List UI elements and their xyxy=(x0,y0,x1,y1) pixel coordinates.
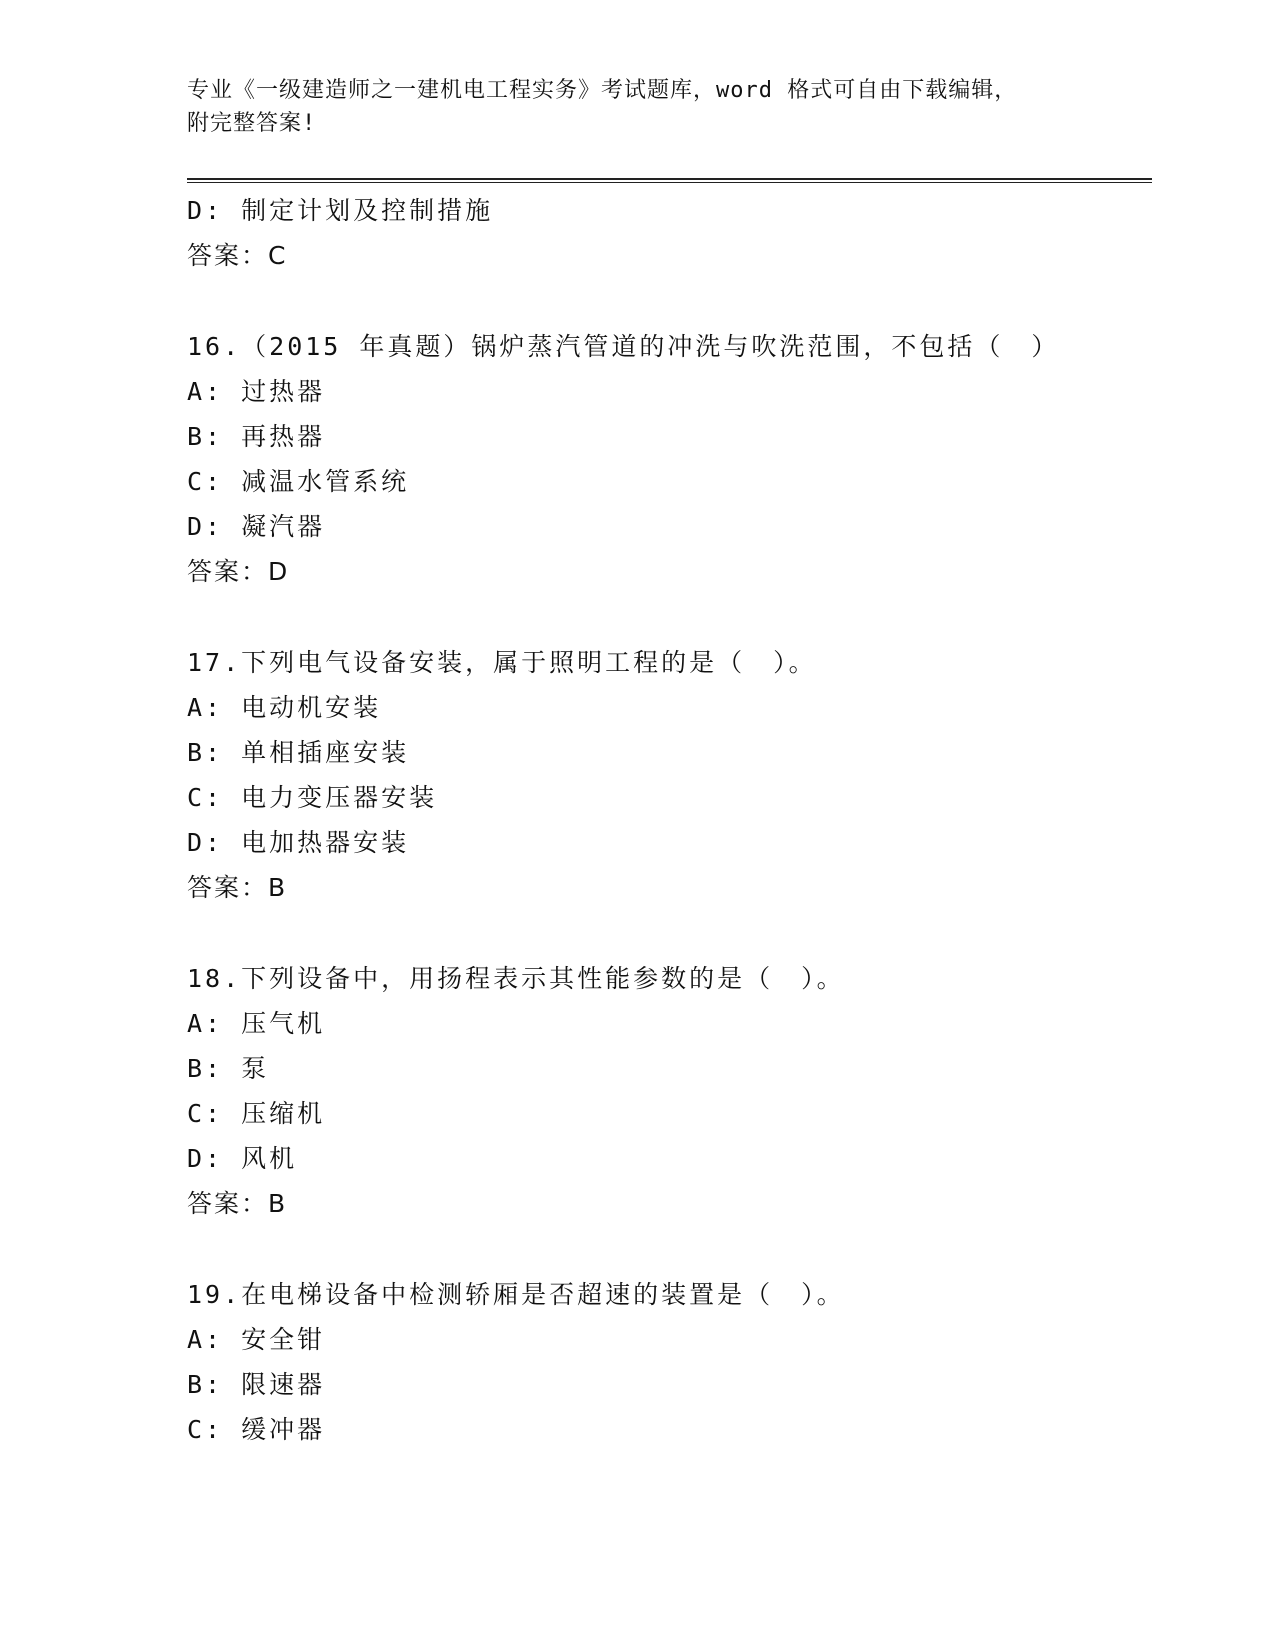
option-a: A: 安全钳 xyxy=(187,1325,326,1354)
option-c: C: 缓冲器 xyxy=(187,1415,326,1444)
option-b: B: 单相插座安装 xyxy=(187,738,410,767)
question-stem: 19.在电梯设备中检测轿厢是否超速的装置是（ ）。 xyxy=(187,1280,845,1309)
option-c: C: 压缩机 xyxy=(187,1099,326,1128)
option-d: D: 凝汽器 xyxy=(187,512,326,541)
question-stem: 18.下列设备中，用扬程表示其性能参数的是（ ）。 xyxy=(187,964,845,993)
option-b: B: 限速器 xyxy=(187,1370,326,1399)
option-c: C: 减温水管系统 xyxy=(187,467,410,496)
option-b: B: 再热器 xyxy=(187,422,326,451)
question-18 xyxy=(187,956,1152,1226)
answer-line: 答案：C xyxy=(187,241,288,270)
option-b: B: 泵 xyxy=(187,1054,270,1083)
question-fragment xyxy=(187,188,1152,278)
option-c: C: 电力变压器安装 xyxy=(187,783,438,812)
answer-line: 答案：B xyxy=(187,873,288,902)
question-16 xyxy=(187,324,1152,594)
option-d: D: 风机 xyxy=(187,1144,298,1173)
header-divider xyxy=(187,178,1152,183)
question-17 xyxy=(187,640,1152,910)
header-line-2: 附完整答案! xyxy=(187,111,317,136)
question-19 xyxy=(187,1272,1152,1452)
option-a: A: 过热器 xyxy=(187,377,326,406)
option-d: D: 电加热器安装 xyxy=(187,828,410,857)
answer-line: 答案：B xyxy=(187,1189,288,1218)
answer-line: 答案：D xyxy=(187,557,290,586)
option-a: A: 压气机 xyxy=(187,1009,326,1038)
question-stem: 16.（2015 年真题）锅炉蒸汽管道的冲洗与吹洗范围，不包括（ ） xyxy=(187,332,1060,361)
question-stem: 17.下列电气设备安装，属于照明工程的是（ ）。 xyxy=(187,648,817,677)
document-header xyxy=(187,74,1087,140)
option-a: A: 电动机安装 xyxy=(187,693,382,722)
header-line-1: 专业《一级建造师之一建机电工程实务》考试题库，word 格式可自由下载编辑， xyxy=(187,78,1018,103)
question-list xyxy=(187,188,1152,1452)
option-d: D: 制定计划及控制措施 xyxy=(187,196,494,225)
